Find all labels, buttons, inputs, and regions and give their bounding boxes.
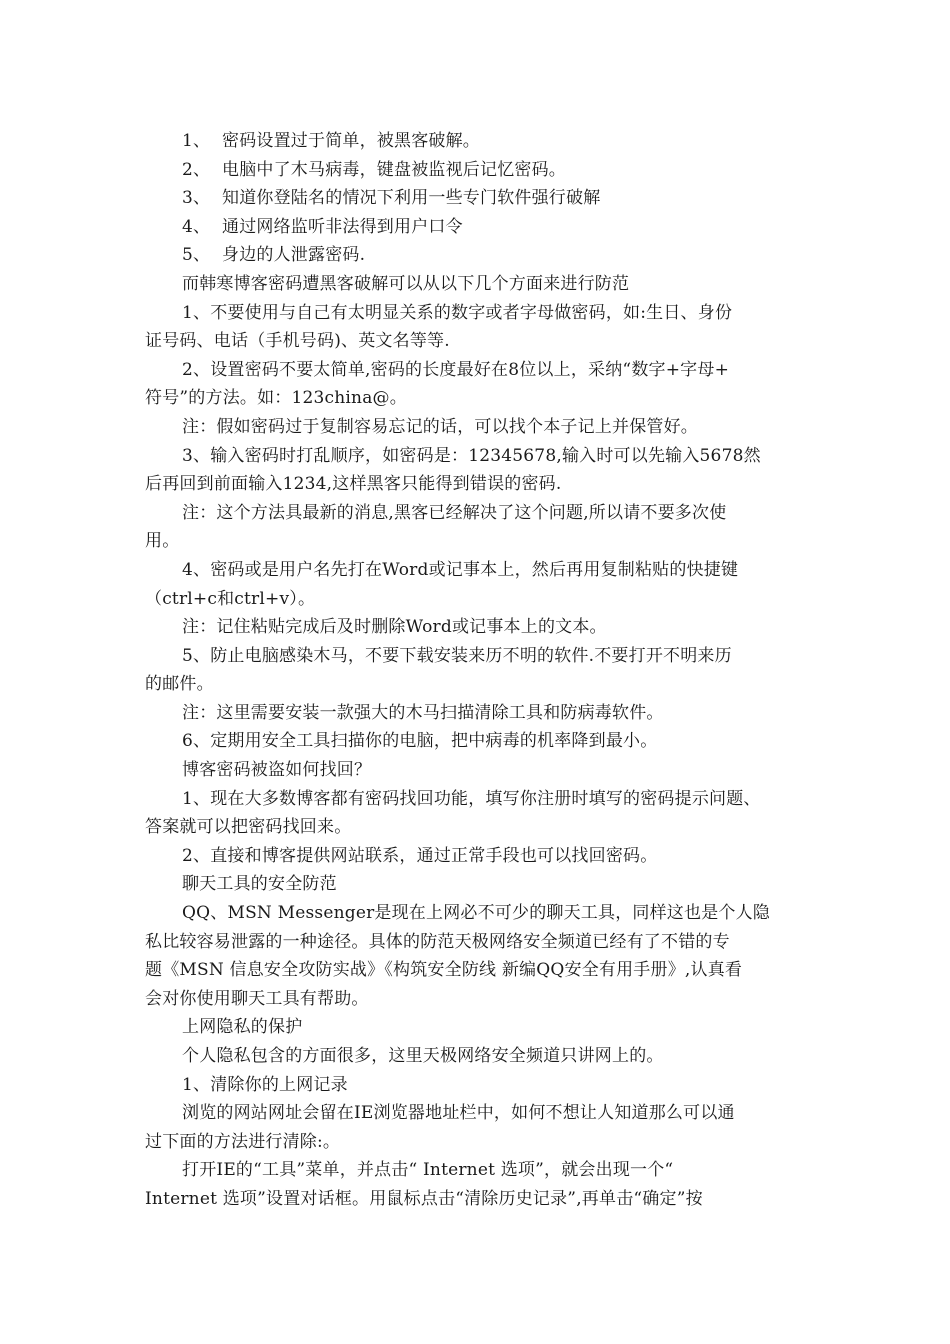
paragraph-line: 3、输入密码时打乱顺序，如密码是：12345678,输入时可以先输入5678然 [182, 445, 761, 466]
paragraph-line: 1、不要使用与自己有太明显关系的数字或者字母做密码，如:生日、身份 [182, 302, 733, 323]
document-body [145, 127, 815, 1214]
paragraph-line: 后再回到前面输入1234,这样黑客只能得到错误的密码. [145, 474, 562, 495]
paragraph-line: 过下面的方法进行清除:。 [145, 1131, 341, 1152]
paragraph-line: 而韩寒博客密码遭黑客破解可以从以下几个方面来进行防范 [182, 273, 630, 294]
section-heading: 聊天工具的安全防范 [182, 874, 337, 895]
paragraph-line: 题《MSN 信息安全攻防实战》《构筑安全防线 新编QQ安全有用手册》,认真看 [145, 960, 743, 981]
paragraph-line: 1、现在大多数博客都有密码找回功能，填写你注册时填写的密码提示问题、 [182, 788, 761, 809]
paragraph-line: 答案就可以把密码找回来。 [145, 817, 352, 838]
list-item: 3、 知道你登陆名的情况下利用一些专门软件强行破解 [182, 188, 601, 209]
paragraph-line: 6、定期用安全工具扫描你的电脑，把中病毒的机率降到最小。 [182, 731, 658, 752]
paragraph-line: 注：记住粘贴完成后及时删除Word或记事本上的文本。 [182, 617, 607, 638]
list-item: 5、 身边的人泄露密码. [182, 245, 366, 266]
paragraph-line: 浏览的网站网址会留在IE浏览器地址栏中，如何不想让人知道那么可以通 [182, 1103, 735, 1124]
paragraph-line: 2、设置密码不要太简单,密码的长度最好在8位以上，采纳“数字+字母+ [182, 359, 730, 380]
paragraph-line: 的邮件。 [145, 674, 214, 695]
paragraph-line: 2、直接和博客提供网站联系，通过正常手段也可以找回密码。 [182, 845, 658, 866]
section-heading: 上网隐私的保护 [182, 1017, 303, 1038]
paragraph-line: 4、密码或是用户名先打在Word或记事本上，然后再用复制粘贴的快捷键 [182, 559, 739, 580]
paragraph-line: 证号码、电话（手机号码)、英文名等等. [145, 331, 450, 352]
paragraph-line: 注：这里需要安装一款强大的木马扫描清除工具和防病毒软件。 [182, 702, 664, 723]
paragraph-line: 打开IE的“工具”菜单，并点击“ Internet 选项”，就会出现一个“ [182, 1160, 674, 1181]
paragraph-line: 个人隐私包含的方面很多，这里天极网络安全频道只讲网上的。 [182, 1046, 664, 1066]
section-heading: 博客密码被盗如何找回？ [182, 760, 372, 781]
paragraph-line: 1、清除你的上网记录 [182, 1074, 348, 1095]
paragraph-line: 注：这个方法具最新的消息,黑客已经解决了这个问题,所以请不要多次使 [182, 502, 727, 523]
list-item: 4、 通过网络监听非法得到用户口令 [182, 216, 463, 237]
paragraph-line: （ctrl+c和ctrl+v）。 [145, 588, 316, 609]
paragraph-line: Internet 选项”设置对话框。用鼠标点击“清除历史记录”,再单击“确定”按 [145, 1188, 703, 1209]
paragraph-line: QQ、MSN Messenger是现在上网必不可少的聊天工具，同样这也是个人隐 [182, 903, 770, 924]
paragraph-line: 5、防止电脑感染木马，不要下载安装来历不明的软件.不要打开不明来历 [182, 645, 732, 666]
paragraph-line: 注：假如密码过于复制容易忘记的话，可以找个本子记上并保管好。 [182, 416, 698, 437]
paragraph-line: 私比较容易泄露的一种途径。具体的防范天极网络安全频道已经有了不错的专 [145, 931, 730, 952]
paragraph-line: 会对你使用聊天工具有帮助。 [145, 988, 369, 1009]
paragraph-line: 用。 [145, 531, 180, 552]
list-item: 1、 密码设置过于简单，被黑客破解。 [182, 131, 480, 151]
list-item: 2、 电脑中了木马病毒，键盘被监视后记忆密码。 [182, 159, 566, 180]
paragraph-line: 符号”的方法。如：123china@。 [145, 388, 407, 409]
